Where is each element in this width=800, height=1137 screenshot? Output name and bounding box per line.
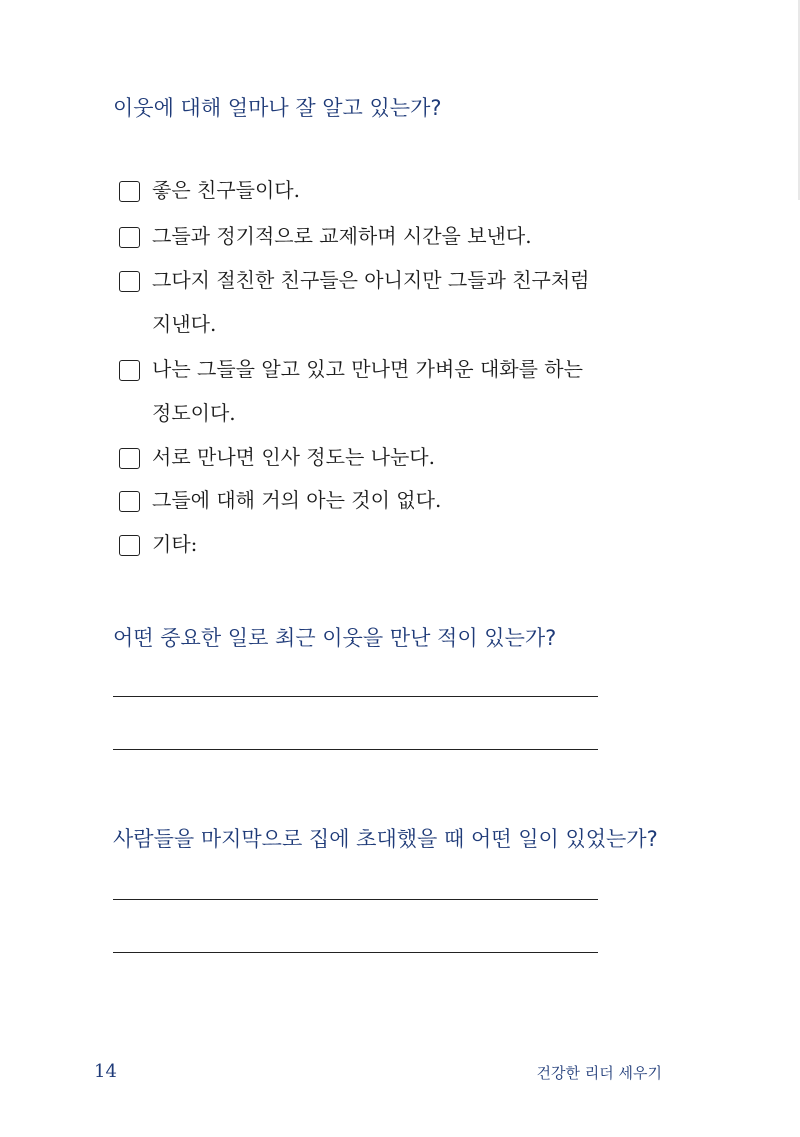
question-heading-neighbors: 이웃에 대해 얼마나 잘 알고 있는가? (113, 96, 442, 120)
option-label: 기타: (152, 532, 198, 556)
checkbox[interactable] (119, 271, 140, 292)
checkbox[interactable] (119, 181, 140, 202)
checkbox[interactable] (119, 448, 140, 469)
checkbox[interactable] (119, 491, 140, 512)
answer-line[interactable] (113, 952, 598, 953)
answer-line[interactable] (113, 899, 598, 900)
option-label: 그다지 절친한 친구들은 아니지만 그들과 친구처럼 지낸다. (152, 268, 590, 336)
book-title: 건강한 리더 세우기 (536, 1064, 662, 1082)
checkbox[interactable] (119, 360, 140, 381)
option-label: 나는 그들을 알고 있고 만나면 가벼운 대화를 하는 정도이다. (152, 357, 583, 425)
page-number: 14 (94, 1061, 117, 1082)
question-heading-recent-meeting: 어떤 중요한 일로 최근 이웃을 만난 적이 있는가? (113, 626, 557, 650)
option-label: 그들과 정기적으로 교제하며 시간을 보낸다. (152, 224, 532, 248)
answer-line[interactable] (113, 696, 598, 697)
checkbox[interactable] (119, 227, 140, 248)
answer-line[interactable] (113, 749, 598, 750)
checkbox[interactable] (119, 535, 140, 556)
question-heading-last-invitation: 사람들을 마지막으로 집에 초대했을 때 어떤 일이 있었는가? (113, 827, 658, 851)
option-label: 좋은 친구들이다. (152, 178, 300, 202)
option-label: 서로 만나면 인사 정도는 나눈다. (152, 445, 435, 469)
option-label: 그들에 대해 거의 아는 것이 없다. (152, 488, 442, 512)
